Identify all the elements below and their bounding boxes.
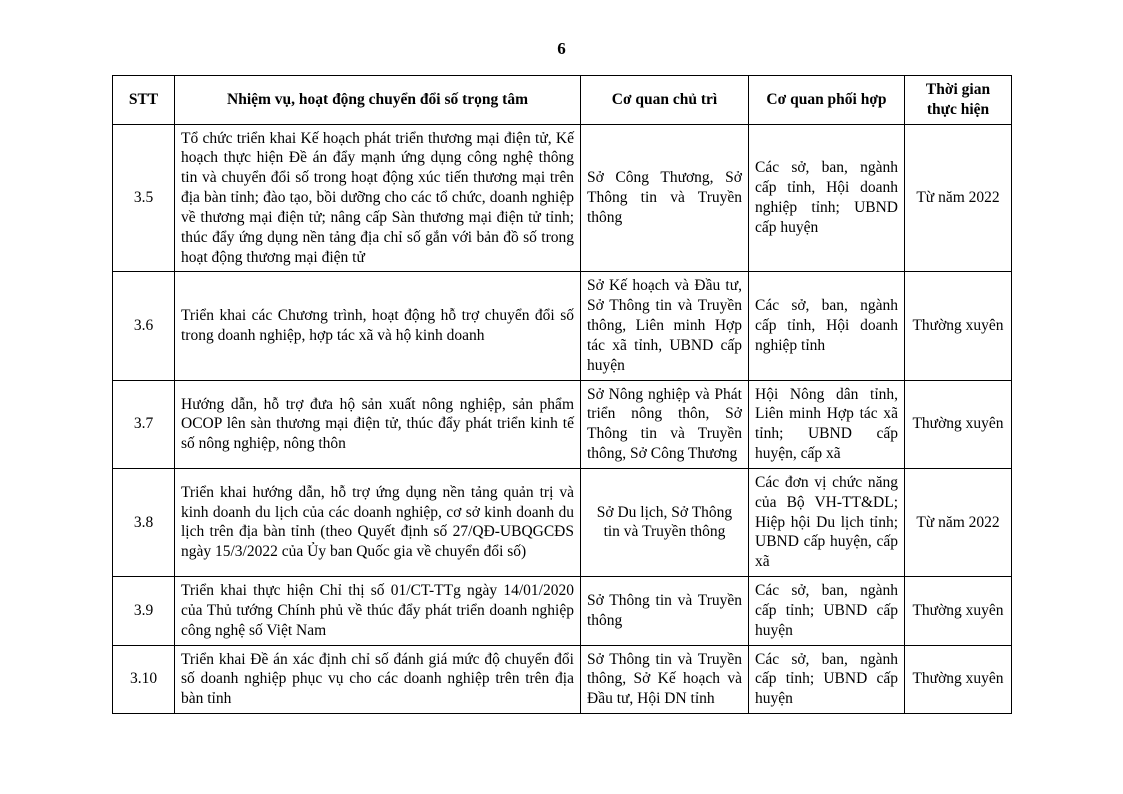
cell-lead-agency: Sở Du lịch, Sở Thông tin và Truyền thông (581, 468, 749, 576)
page-number: 6 (557, 39, 566, 58)
table-row (113, 645, 1012, 713)
cell-lead-agency: Sở Kế hoạch và Đầu tư, Sở Thông tin và Truyền thông, Liên minh Hợp tác xã tỉnh, UBND cấp huyện (581, 272, 749, 380)
tasks-table (112, 75, 1012, 714)
table-row (113, 124, 1012, 272)
column-header-task: Nhiệm vụ, hoạt động chuyển đổi số trọng tâm (175, 76, 581, 125)
table-header (113, 76, 1012, 125)
cell-stt: 3.6 (113, 272, 175, 380)
cell-timeframe: Thường xuyên (905, 645, 1012, 713)
cell-stt: 3.8 (113, 468, 175, 576)
cell-coordinating-agency: Các sở, ban, ngành cấp tỉnh, Hội doanh nghiệp tỉnh (749, 272, 905, 380)
table-body (113, 124, 1012, 713)
table-row (113, 380, 1012, 468)
cell-lead-agency: Sở Công Thương, Sở Thông tin và Truyền thông (581, 124, 749, 272)
cell-lead-agency: Sở Thông tin và Truyền thông, Sở Kế hoạch và Đầu tư, Hội DN tỉnh (581, 645, 749, 713)
table-header-row (113, 76, 1012, 125)
column-header-coordinating-agency: Cơ quan phối hợp (749, 76, 905, 125)
cell-timeframe: Thường xuyên (905, 380, 1012, 468)
cell-task: Tổ chức triển khai Kế hoạch phát triển thương mại điện tử, Kế hoạch thực hiện Đề án đẩy mạnh ứng dụng công nghệ thông tin và chuyển đổi số trong hoạt động xúc tiến thương mại trên địa bàn tỉnh; đào tạo, bồi dưỡng cho các tổ chức, doanh nghiệp về thương mại điện tử; nâng cấp Sàn thương mại điện tử tỉnh; thúc đẩy ứng dụng nền tảng địa chỉ số gắn với bản đồ số trong hoạt động thương mại điện tử (175, 124, 581, 272)
column-header-timeframe: Thời gian thực hiện (905, 76, 1012, 125)
cell-stt: 3.5 (113, 124, 175, 272)
cell-coordinating-agency: Các sở, ban, ngành cấp tỉnh; UBND cấp huyện (749, 577, 905, 645)
table-row (113, 468, 1012, 576)
cell-coordinating-agency: Hội Nông dân tỉnh, Liên minh Hợp tác xã tỉnh; UBND cấp huyện, cấp xã (749, 380, 905, 468)
cell-task: Hướng dẫn, hỗ trợ đưa hộ sản xuất nông nghiệp, sản phẩm OCOP lên sàn thương mại điện tử, thúc đẩy phát triển kinh tế số nông nghiệp, nông thôn (175, 380, 581, 468)
cell-task: Triển khai thực hiện Chỉ thị số 01/CT-TTg ngày 14/01/2020 của Thủ tướng Chính phủ về thúc đẩy phát triển doanh nghiệp công nghệ số Việt Nam (175, 577, 581, 645)
cell-stt: 3.9 (113, 577, 175, 645)
cell-timeframe: Từ năm 2022 (905, 468, 1012, 576)
column-header-stt: STT (113, 76, 175, 125)
cell-task: Triển khai Đề án xác định chỉ số đánh giá mức độ chuyển đổi số doanh nghiệp phục vụ cho các doanh nghiệp trên trên địa bàn tỉnh (175, 645, 581, 713)
cell-coordinating-agency: Các đơn vị chức năng của Bộ VH-TT&DL; Hiệp hội Du lịch tỉnh; UBND cấp huyện, cấp xã (749, 468, 905, 576)
cell-stt: 3.10 (113, 645, 175, 713)
cell-timeframe: Thường xuyên (905, 272, 1012, 380)
cell-task: Triển khai các Chương trình, hoạt động hỗ trợ chuyển đổi số trong doanh nghiệp, hợp tác xã và hộ kinh doanh (175, 272, 581, 380)
cell-lead-agency: Sở Thông tin và Truyền thông (581, 577, 749, 645)
column-header-lead-agency: Cơ quan chủ trì (581, 76, 749, 125)
cell-timeframe: Thường xuyên (905, 577, 1012, 645)
cell-task: Triển khai hướng dẫn, hỗ trợ ứng dụng nền tảng quản trị và kinh doanh du lịch của các doanh nghiệp, cơ sở kinh doanh du lịch trên địa bàn tỉnh (theo Quyết định số 27/QĐ-UBQGCĐS ngày 15/3/2022 của Ủy ban Quốc gia về chuyển đổi số) (175, 468, 581, 576)
cell-stt: 3.7 (113, 380, 175, 468)
cell-timeframe: Từ năm 2022 (905, 124, 1012, 272)
cell-coordinating-agency: Các sở, ban, ngành cấp tỉnh; UBND cấp huyện (749, 645, 905, 713)
cell-coordinating-agency: Các sở, ban, ngành cấp tỉnh, Hội doanh nghiệp tỉnh; UBND cấp huyện (749, 124, 905, 272)
cell-lead-agency: Sở Nông nghiệp và Phát triển nông thôn, Sở Thông tin và Truyền thông, Sở Công Thương (581, 380, 749, 468)
table-row (113, 272, 1012, 380)
table-row (113, 577, 1012, 645)
